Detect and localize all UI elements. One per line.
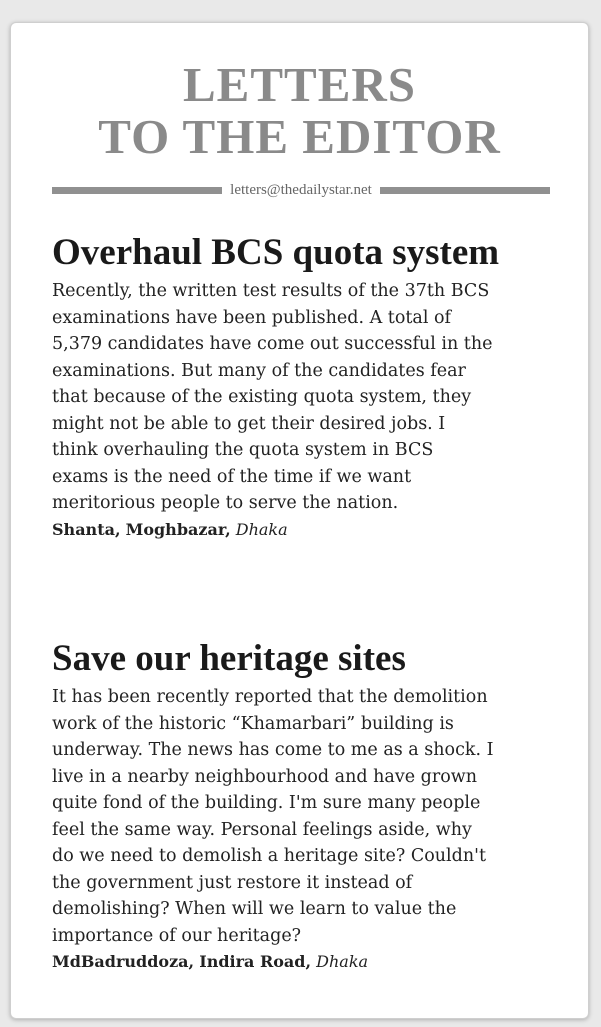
letter-1-headline: Overhaul BCS quota system <box>52 232 500 273</box>
letter-1-line: examinations have been published. A total of <box>52 307 452 328</box>
letter-2-line: demolishing? When will we learn to value the <box>52 899 457 919</box>
editor-email: letters@thedailystar.net <box>230 181 372 198</box>
letter-2-city: Dhaka <box>316 952 369 971</box>
letter-2-headline: Save our heritage sites <box>52 638 406 679</box>
letter-1-line: 5,379 candidates have come out successful in the <box>52 334 493 354</box>
letter-2-line: live in a nearby neighbourhood and have grown <box>52 766 478 787</box>
letter-1-area: Moghbazar, <box>125 519 231 539</box>
letter-2-line: quite fond of the building. I'm sure many people <box>52 793 481 813</box>
letter-2-line: underway. The news has come to me as a shock. I <box>52 740 494 760</box>
masthead-line-1: LETTERS <box>182 57 417 112</box>
letter-1-line: think overhauling the quota system in BCS <box>52 440 434 460</box>
letter-2-line: feel the same way. Personal feelings aside, why <box>52 819 472 840</box>
masthead-line-2: TO THE EDITOR <box>98 109 501 164</box>
rule-right <box>380 187 550 194</box>
letter-2-body <box>52 684 557 949</box>
letter-1-line: examinations. But many of the candidates fear <box>52 360 466 381</box>
letter-2-line: do we need to demolish a heritage site? Couldn't <box>52 846 486 866</box>
letter-1-city: Dhaka <box>235 519 288 539</box>
letter-1-line: might not be able to get their desired jobs. I <box>52 413 446 434</box>
letter-2-line: importance of our heritage? <box>52 925 302 946</box>
letter-1-author: Shanta, <box>52 519 121 539</box>
letter-2-line: work of the historic “Khamarbari” building is <box>52 713 454 734</box>
email-row <box>52 181 550 199</box>
letter-1-body <box>52 278 557 517</box>
rule-left <box>52 187 222 194</box>
letter-2-author: MdBadruddoza, <box>52 952 195 971</box>
letter-2-line: the government just restore it instead of <box>52 872 413 893</box>
letter-2-area: Indira Road, <box>199 952 312 971</box>
letter-1-line: Recently, the written test results of the 37th BCS <box>52 281 490 301</box>
letter-1-line: exams is the need of the time if we want <box>52 466 412 487</box>
letter-1-line: meritorious people to serve the nation. <box>52 493 399 513</box>
letter-2-signature <box>52 951 557 973</box>
letter-1 <box>52 227 557 541</box>
letters-card <box>10 22 589 1019</box>
letter-2-line: It has been recently reported that the demolition <box>52 687 488 707</box>
letter-2 <box>52 633 557 973</box>
letter-1-signature <box>52 519 557 541</box>
letter-1-line: that because of the existing quota system, they <box>52 387 472 407</box>
section-masthead <box>11 59 588 163</box>
